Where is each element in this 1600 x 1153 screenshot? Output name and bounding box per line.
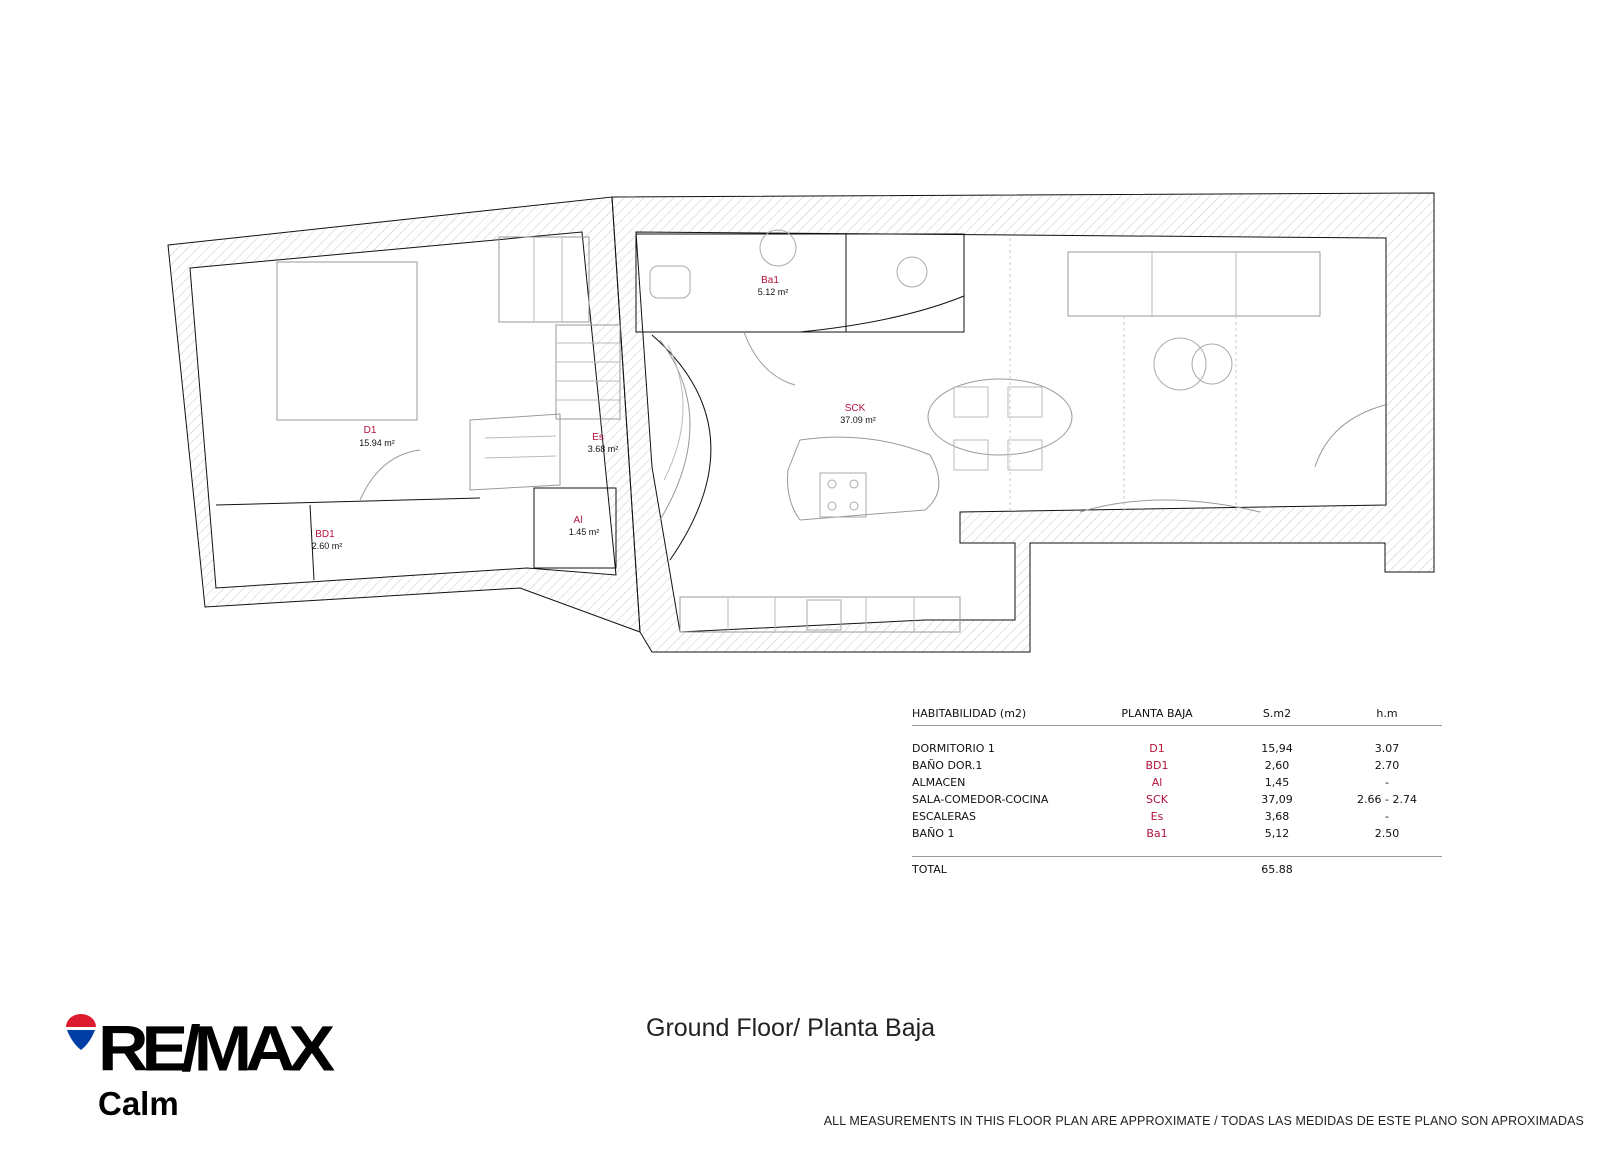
row-name: DORMITORIO 1 — [912, 742, 995, 755]
row-name: SALA-COMEDOR-COCINA — [912, 793, 1049, 806]
room-area-al: 1.45 m² — [568, 527, 600, 537]
room-area-ba1: 5.12 m² — [757, 287, 789, 297]
row-area: 15,94 — [1261, 742, 1293, 755]
room-area-es: 3.68 m² — [587, 444, 619, 454]
areas-table — [912, 704, 1442, 878]
main-body-walls — [612, 193, 1434, 652]
balloon-icon — [64, 1013, 98, 1053]
header-height: h.m — [1376, 706, 1398, 720]
logo-wordmark: RE/MAX — [98, 1012, 329, 1085]
row-height: 2.66 - 2.74 — [1357, 793, 1417, 806]
row-code: Ba1 — [1146, 827, 1168, 840]
table-row — [912, 825, 1442, 842]
header-habitabilidad: HABITABILIDAD (m2) — [912, 706, 1027, 720]
total-value: 65.88 — [1261, 863, 1293, 876]
row-code: BD1 — [1145, 759, 1169, 772]
table-row — [912, 791, 1442, 808]
row-area: 5,12 — [1264, 827, 1290, 840]
row-name: BAÑO 1 — [912, 827, 955, 840]
room-code-ba1: Ba1 — [761, 275, 779, 286]
row-height: 3.07 — [1374, 742, 1400, 755]
row-code: D1 — [1149, 742, 1165, 755]
logo-subtitle: Calm — [98, 1085, 179, 1122]
room-code-es: Es — [592, 432, 604, 443]
interior-partitions — [216, 230, 1385, 632]
table-row — [912, 757, 1442, 774]
row-name: ESCALERAS — [912, 810, 976, 823]
row-height: 2.50 — [1374, 827, 1400, 840]
row-height: - — [1385, 810, 1389, 823]
row-code: SCK — [1146, 793, 1168, 806]
row-name: BAÑO DOR.1 — [912, 759, 983, 772]
disclaimer-text: ALL MEASUREMENTS IN THIS FLOOR PLAN ARE APPROXIMATE / TODAS LAS MEDIDAS DE ESTE PLANO SON APROXIMADAS — [823, 1114, 1584, 1128]
header-planta-baja: PLANTA BAJA — [1121, 706, 1193, 720]
areas-table-header — [912, 704, 1442, 726]
table-row — [912, 740, 1442, 757]
row-area: 1,45 — [1264, 776, 1290, 789]
remax-logo — [64, 1013, 334, 1123]
room-code-bd1: BD1 — [315, 529, 335, 540]
row-height: - — [1385, 776, 1389, 789]
row-code: Es — [1150, 810, 1164, 823]
row-area: 37,09 — [1261, 793, 1293, 806]
plan-caption: Ground Floor/ Planta Baja — [646, 1014, 936, 1042]
row-name: ALMACEN — [912, 776, 966, 789]
table-total-row — [912, 856, 1442, 878]
room-code-sck: SCK — [844, 403, 866, 414]
row-code: Al — [1151, 776, 1163, 789]
table-row — [912, 774, 1442, 791]
row-height: 2.70 — [1374, 759, 1400, 772]
row-area: 2,60 — [1264, 759, 1290, 772]
table-row — [912, 808, 1442, 825]
room-code-d1: D1 — [363, 425, 377, 436]
room-code-al: Al — [573, 515, 583, 526]
header-area: S.m2 — [1262, 706, 1292, 720]
row-area: 3,68 — [1264, 810, 1290, 823]
room-area-d1: 15.94 m² — [359, 438, 395, 448]
room-area-sck: 37.09 m² — [840, 415, 876, 425]
room-area-bd1: 2.60 m² — [311, 541, 343, 551]
total-label: TOTAL — [912, 863, 947, 876]
